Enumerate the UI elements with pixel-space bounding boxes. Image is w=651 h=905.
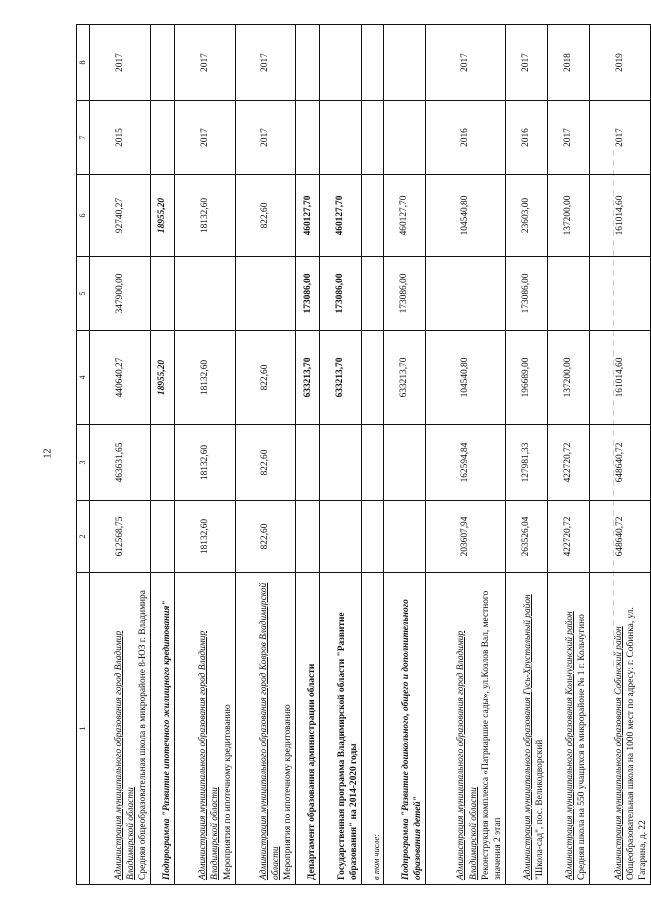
value-cell: 104540,80 — [425, 175, 505, 257]
value-cell: 162594,84 — [425, 425, 505, 501]
description-cell — [383, 573, 425, 885]
description-cell — [296, 573, 319, 885]
value-cell: 161014,60 — [589, 331, 650, 425]
program-title: Государственная программа Владимирской области "Развитие образования" на 2014-2020 годы — [337, 612, 360, 880]
column-number: 6 — [77, 175, 90, 257]
value-cell: 460127,70 — [319, 175, 361, 257]
value-cell: 2017 — [90, 25, 151, 101]
value-cell: 196689,00 — [505, 331, 547, 425]
column-number: 3 — [77, 425, 90, 501]
table-row — [296, 25, 319, 885]
note-text: в том числе: — [370, 833, 381, 880]
table-row — [362, 25, 384, 885]
column-number: 5 — [77, 257, 90, 331]
value-cell: 2017 — [235, 25, 296, 101]
value-cell — [296, 101, 319, 175]
value-cell — [383, 425, 425, 501]
column-number: 7 — [77, 101, 90, 175]
value-cell — [151, 425, 174, 501]
column-number: 2 — [77, 501, 90, 573]
value-cell — [319, 101, 361, 175]
value-cell: 173086,00 — [505, 257, 547, 331]
value-cell: 18955,20 — [151, 331, 174, 425]
value-cell — [362, 175, 384, 257]
object-name: Средняя общеобразовательная школа в микрорайоне 8-ЮЗ г. Владимира — [138, 590, 149, 880]
value-cell — [383, 501, 425, 573]
value-cell: 173086,00 — [319, 257, 361, 331]
column-number: 8 — [77, 25, 90, 101]
value-cell: 2019 — [589, 25, 650, 101]
value-cell: 2017 — [589, 101, 650, 175]
organization-name: Администрация муниципального образования город Владимир Владимирской области — [456, 630, 479, 880]
organization-name: Администрация муниципального образования город Владимир Владимирской области — [114, 630, 137, 880]
value-cell: 463631,65 — [90, 425, 151, 501]
value-cell — [151, 25, 174, 101]
value-cell — [383, 101, 425, 175]
value-cell — [362, 25, 384, 101]
investment-table — [76, 24, 651, 885]
subprogram-title: Подпрограмма "Развитие дошкольного, общего и дополнительного образования детей" — [400, 599, 423, 880]
organization-name: Администрация муниципального образования Кольчугинский район — [564, 611, 575, 880]
value-cell: 18132,60 — [174, 175, 235, 257]
value-cell: 92740,27 — [90, 175, 151, 257]
table-row — [151, 25, 174, 885]
description-cell — [547, 573, 589, 885]
rotated-page — [76, 25, 651, 885]
value-cell — [362, 425, 384, 501]
object-name: Средняя школа на 550 учащихся в микрорайоне № 1 г. Кольчугино — [576, 614, 587, 880]
value-cell — [296, 425, 319, 501]
value-cell — [362, 331, 384, 425]
value-cell: 648640,72 — [589, 501, 650, 573]
value-cell — [319, 425, 361, 501]
object-name: Мероприятия по ипотечному кредитованию — [283, 704, 294, 880]
value-cell — [425, 257, 505, 331]
value-cell: 633213,70 — [383, 331, 425, 425]
value-cell: 2015 — [90, 101, 151, 175]
value-cell — [319, 25, 361, 101]
table-row — [505, 25, 547, 885]
table-row — [319, 25, 361, 885]
value-cell: 633213,70 — [319, 331, 361, 425]
value-cell: 612568,75 — [90, 501, 151, 573]
value-cell — [235, 257, 296, 331]
page-number: 12 — [42, 448, 54, 459]
value-cell: 173086,00 — [383, 257, 425, 331]
value-cell: 440640,27 — [90, 331, 151, 425]
value-cell: 18132,60 — [174, 501, 235, 573]
value-cell: 18132,60 — [174, 331, 235, 425]
value-cell: 2017 — [174, 101, 235, 175]
organization-name: Администрация муниципального образования город Владимир Владимирской области — [198, 630, 221, 880]
value-cell: 822,60 — [235, 175, 296, 257]
value-cell: 161014,60 — [589, 175, 650, 257]
value-cell: 2017 — [174, 25, 235, 101]
description-cell — [319, 573, 361, 885]
table-row — [425, 25, 505, 885]
value-cell: 422720,72 — [547, 425, 589, 501]
value-cell — [362, 501, 384, 573]
description-cell — [505, 573, 547, 885]
value-cell — [362, 257, 384, 331]
value-cell: 822,60 — [235, 425, 296, 501]
value-cell: 23603,00 — [505, 175, 547, 257]
value-cell: 460127,70 — [383, 175, 425, 257]
value-cell: 648640,72 — [589, 425, 650, 501]
value-cell — [589, 257, 650, 331]
value-cell: 173086,00 — [296, 257, 319, 331]
object-name: Общеобразовательная школа на 1000 мест по адресу: г. Собинка, ул. Гагарина, д. 22 — [625, 607, 648, 880]
description-cell — [174, 573, 235, 885]
table-row — [174, 25, 235, 885]
value-cell: 2018 — [547, 25, 589, 101]
object-name: Мероприятия по ипотечному кредитованию — [222, 704, 233, 880]
value-cell: 2016 — [425, 101, 505, 175]
value-cell: 2017 — [425, 25, 505, 101]
value-cell — [383, 25, 425, 101]
value-cell: 203607,94 — [425, 501, 505, 573]
value-cell: 263526,04 — [505, 501, 547, 573]
object-name: "Школа-сад", пос. Великодворский — [534, 739, 545, 880]
value-cell: 2017 — [235, 101, 296, 175]
column-number-row — [77, 25, 90, 885]
table-row — [90, 25, 151, 885]
table-row — [589, 25, 650, 885]
value-cell — [151, 257, 174, 331]
value-cell — [319, 501, 361, 573]
value-cell — [151, 501, 174, 573]
value-cell: 127981,33 — [505, 425, 547, 501]
value-cell — [151, 101, 174, 175]
organization-name: Администрация муниципального образования Собинский район — [613, 626, 624, 880]
value-cell — [296, 501, 319, 573]
description-cell — [151, 573, 174, 885]
description-cell — [425, 573, 505, 885]
value-cell: 104540,80 — [425, 331, 505, 425]
value-cell: 2017 — [505, 25, 547, 101]
description-cell — [90, 573, 151, 885]
description-cell — [235, 573, 296, 885]
value-cell: 422720,72 — [547, 501, 589, 573]
column-number: 4 — [77, 331, 90, 425]
value-cell: 633213,70 — [296, 331, 319, 425]
table-row — [235, 25, 296, 885]
organization-name: Администрация муниципального образования город Ковров Владимирской области — [259, 582, 282, 880]
value-cell: 2016 — [505, 101, 547, 175]
value-cell — [296, 25, 319, 101]
subprogram-title: Подпрограмма "Развитие ипотечного жилищного кредитования" — [161, 600, 172, 880]
value-cell: 347900,00 — [90, 257, 151, 331]
description-cell — [362, 573, 384, 885]
value-cell: 822,60 — [235, 331, 296, 425]
object-name: Реконструкция комплекса «Патриаршие сады», ул.Козлов Вал, местного значения 2 этап — [480, 590, 503, 880]
column-number: 1 — [77, 573, 90, 885]
value-cell: 18955,20 — [151, 175, 174, 257]
value-cell: 18132,60 — [174, 425, 235, 501]
table-row — [383, 25, 425, 885]
table-row — [547, 25, 589, 885]
department-title: Департамент образования администрации области — [306, 663, 317, 880]
value-cell: 137200,00 — [547, 175, 589, 257]
organization-name: Администрация муниципального образования Гусь-Хрустальный район — [522, 594, 533, 880]
value-cell: 2017 — [547, 101, 589, 175]
value-cell — [362, 101, 384, 175]
value-cell — [547, 257, 589, 331]
value-cell — [174, 257, 235, 331]
description-cell — [589, 573, 650, 885]
value-cell: 822,60 — [235, 501, 296, 573]
value-cell: 460127,70 — [296, 175, 319, 257]
value-cell: 137200,00 — [547, 331, 589, 425]
